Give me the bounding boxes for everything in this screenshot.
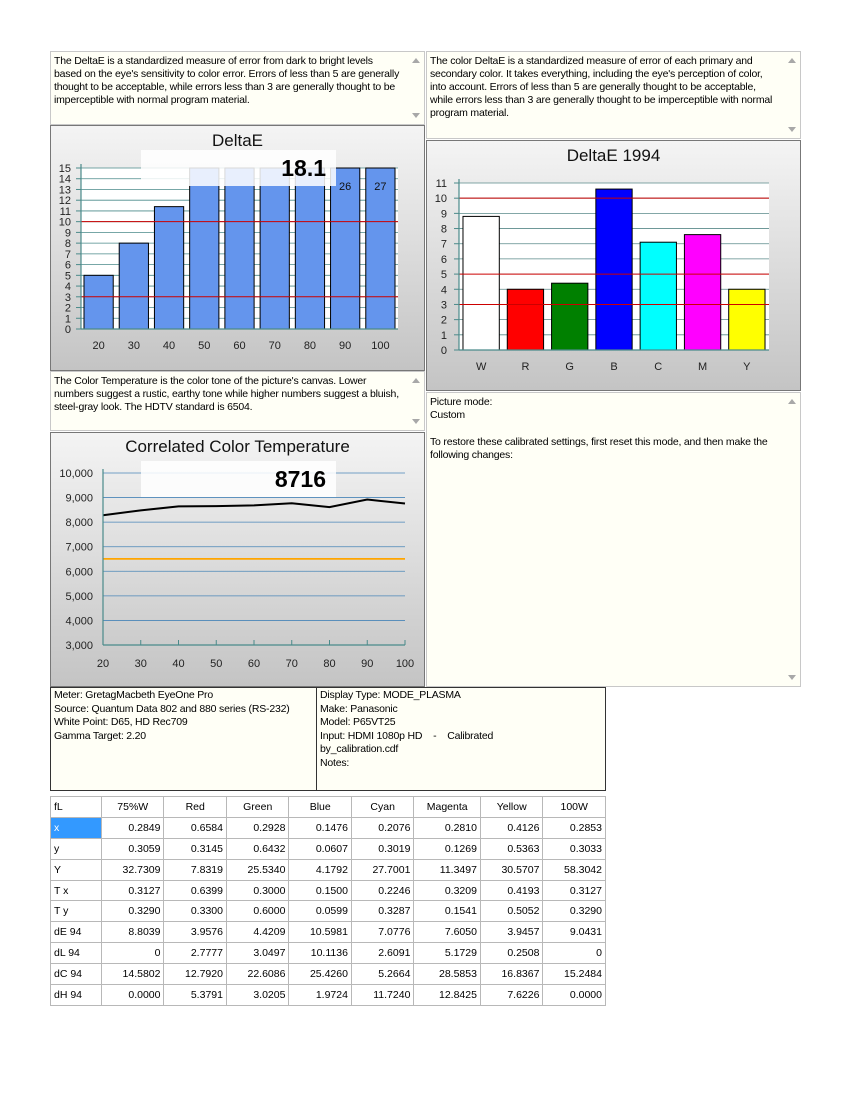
table-cell[interactable]: 0.3290 — [543, 901, 606, 922]
table-cell[interactable]: 0.2076 — [351, 817, 413, 838]
column-header[interactable]: Green — [226, 797, 288, 818]
table-cell[interactable]: 0.3209 — [414, 880, 481, 901]
column-header[interactable]: Yellow — [480, 797, 542, 818]
bar — [260, 168, 289, 329]
bar — [552, 283, 588, 350]
cct-description-box[interactable] — [50, 371, 425, 431]
table-cell[interactable]: 0.0000 — [543, 985, 606, 1006]
x-tick-label: W — [475, 361, 487, 373]
picture-mode-box[interactable] — [426, 392, 801, 687]
table-cell[interactable]: 0 — [102, 943, 164, 964]
table-cell[interactable]: 0 — [543, 943, 606, 964]
y-tick-label: 5 — [64, 270, 71, 283]
x-tick-label: 20 — [96, 658, 110, 670]
display-info-line: Model: P65VT25 — [320, 716, 396, 728]
x-tick-label: 30 — [134, 658, 147, 670]
picture-mode-label: Picture mode: — [430, 396, 493, 408]
scroll-down-arrow-icon[interactable] — [788, 127, 796, 132]
y-tick-label: 15 — [58, 163, 71, 175]
table-cell[interactable]: 3.0205 — [226, 985, 288, 1006]
table-cell[interactable]: 25.5340 — [226, 859, 288, 880]
table-cell[interactable]: 7.6050 — [414, 922, 481, 943]
table-cell[interactable]: 0.2853 — [543, 817, 606, 838]
y-tick-label: 1 — [64, 313, 71, 326]
table-cell[interactable]: 0.2849 — [102, 817, 164, 838]
deltae-average-value: 18.1 — [141, 150, 336, 186]
meter-info-box — [50, 687, 317, 791]
row-header[interactable]: Y — [51, 859, 102, 880]
y-tick-label: 8 — [440, 223, 447, 236]
y-tick-label: 3 — [64, 291, 71, 304]
table-cell[interactable]: 12.8425 — [414, 985, 481, 1006]
column-header[interactable]: Cyan — [351, 797, 413, 818]
display-info-line: Input: HDMI 1080p HD - Calibrated — [320, 729, 494, 742]
x-tick-label: 40 — [172, 658, 185, 670]
table-cell[interactable]: 28.5853 — [414, 964, 481, 985]
table-cell[interactable]: 7.6226 — [480, 985, 542, 1006]
table-cell[interactable]: 0.2928 — [226, 817, 288, 838]
y-tick-label: 6 — [64, 259, 71, 272]
table-cell[interactable]: 5.3791 — [164, 985, 226, 1006]
table-cell[interactable]: 0.3059 — [102, 838, 164, 859]
x-tick-label: 50 — [198, 340, 211, 352]
display-info-line: by_calibration.cdf — [320, 743, 399, 755]
cct-description-text: The Color Temperature is the color tone of the picture's canvas. Lower numbers suggest a rustic, earthy tone while higher numbers suggest a bluish, steel-gray look. The HDTV standard is 6504. — [54, 375, 399, 413]
table-cell[interactable]: 4.4209 — [226, 922, 288, 943]
chart-title: Correlated Color Temperature — [125, 437, 350, 456]
table-cell[interactable]: 10.1136 — [289, 943, 351, 964]
table-cell[interactable]: 16.8367 — [480, 964, 542, 985]
y-tick-label: 5 — [440, 269, 447, 282]
row-header[interactable]: dC 94 — [51, 964, 102, 985]
table-cell[interactable]: 0.0000 — [102, 985, 164, 1006]
table-cell[interactable]: 15.2484 — [543, 964, 606, 985]
table-cell[interactable]: 0.1500 — [289, 880, 351, 901]
x-tick-label: 80 — [303, 340, 317, 352]
table-cell[interactable]: 0.3287 — [351, 901, 413, 922]
meter-info-line: Source: Quantum Data 802 and 880 series (RS-232) — [54, 702, 290, 715]
table-cell[interactable]: 0.3019 — [351, 838, 413, 859]
table-cell[interactable]: 3.9576 — [164, 922, 226, 943]
scroll-down-arrow-icon[interactable] — [412, 419, 420, 424]
x-tick-label: 80 — [323, 658, 336, 670]
x-tick-label: 60 — [233, 340, 246, 352]
x-tick-label: 90 — [339, 340, 352, 352]
table-cell[interactable]: 0.4193 — [480, 880, 542, 901]
meter-info-line: Meter: GretagMacbeth EyeOne Pro — [54, 689, 213, 701]
table-row[interactable] — [51, 985, 606, 1006]
table-row[interactable] — [51, 838, 606, 859]
scroll-up-arrow-icon[interactable] — [788, 399, 796, 404]
y-tick-label: 11 — [59, 205, 71, 218]
y-tick-label: 6 — [440, 253, 447, 266]
restore-instructions: To restore these calibrated settings, first reset this mode, and then make the following changes: — [430, 436, 768, 461]
table-cell[interactable]: 0.2246 — [351, 880, 413, 901]
table-cell[interactable]: 25.4260 — [289, 964, 351, 985]
bar — [119, 243, 148, 329]
y-tick-label: 3,000 — [65, 640, 93, 652]
x-tick-label: 50 — [210, 658, 223, 670]
x-tick-label: 40 — [162, 340, 176, 352]
chart-title: DeltaE — [211, 131, 264, 150]
y-tick-label: 7 — [64, 248, 71, 261]
y-tick-label: 4 — [440, 284, 447, 297]
table-cell[interactable]: 0.1541 — [414, 901, 481, 922]
x-tick-label: 60 — [247, 658, 261, 670]
x-tick-label: 70 — [285, 658, 298, 670]
cct-average-value: 8716 — [141, 461, 336, 497]
table-cell[interactable]: 0.3000 — [226, 880, 288, 901]
y-tick-label: 10 — [434, 193, 447, 206]
table-cell[interactable]: 11.3497 — [414, 859, 481, 880]
column-header[interactable]: Blue — [289, 797, 351, 818]
deltae-description-box[interactable] — [50, 51, 425, 125]
deltae-description-text: The DeltaE is a standardized measure of error from dark to bright levels based on the eye's sensitivity to color error. Errors of less than 5 are generally thought to be acceptable, while errors less than 3 are generally thought to be imperceptible with normal program material. — [54, 55, 400, 106]
x-tick-label: M — [697, 361, 708, 373]
table-cell[interactable]: 30.5707 — [480, 859, 542, 880]
meter-info-line: Gamma Target: 2.20 — [54, 729, 146, 742]
table-cell[interactable]: 0.0599 — [289, 901, 351, 922]
table-cell[interactable]: 0.0607 — [289, 838, 351, 859]
x-tick-label: Y — [743, 361, 751, 373]
y-tick-label: 1 — [440, 329, 447, 342]
chart-title: DeltaE 1994 — [566, 146, 661, 165]
table-cell[interactable]: 11.7240 — [351, 985, 413, 1006]
table-cell[interactable]: 0.3300 — [164, 901, 226, 922]
table-row[interactable] — [51, 880, 606, 901]
display-info-line: Make: Panasonic — [320, 702, 398, 715]
x-tick-label: 100 — [371, 340, 390, 352]
table-cell[interactable]: 0.2508 — [480, 943, 542, 964]
table-cell[interactable]: 0.3033 — [543, 838, 606, 859]
table-cell[interactable]: 0.6432 — [226, 838, 288, 859]
table-cell[interactable]: 2.6091 — [351, 943, 413, 964]
color-deltae-description-box[interactable] — [426, 51, 801, 139]
meter-info-line: White Point: D65, HD Rec709 — [54, 716, 188, 728]
table-cell[interactable]: 0.3290 — [102, 901, 164, 922]
table-cell[interactable]: 10.5981 — [289, 922, 351, 943]
table-header-row — [51, 797, 606, 818]
y-tick-label: 4 — [64, 281, 71, 294]
y-tick-label: 7 — [440, 238, 447, 251]
bar — [729, 289, 765, 350]
y-tick-label: 7,000 — [65, 541, 93, 554]
y-tick-label: 5,000 — [65, 590, 93, 603]
deltae-chart — [50, 125, 425, 371]
bar — [295, 168, 324, 329]
y-tick-label: 4,000 — [65, 615, 93, 628]
row-header[interactable]: x — [51, 817, 102, 838]
bar — [190, 168, 219, 329]
table-cell[interactable]: 3.0497 — [226, 943, 288, 964]
table-cell[interactable]: 1.9724 — [289, 985, 351, 1006]
table-row[interactable] — [51, 922, 606, 943]
table-cell[interactable]: 0.1476 — [289, 817, 351, 838]
bar-value-label: 27 — [374, 181, 387, 193]
y-tick-label: 6,000 — [65, 566, 93, 579]
y-tick-label: 2 — [64, 302, 71, 315]
table-row[interactable] — [51, 901, 606, 922]
table-cell[interactable]: 7.8319 — [164, 859, 226, 880]
measurement-table[interactable] — [50, 796, 606, 1006]
display-info-line: Notes: — [320, 756, 350, 769]
column-header[interactable]: Magenta — [414, 797, 481, 818]
table-cell[interactable]: 0.5363 — [480, 838, 542, 859]
table-cell[interactable]: 27.7001 — [351, 859, 413, 880]
table-cell[interactable]: 0.1269 — [414, 838, 481, 859]
row-header[interactable]: T y — [51, 901, 102, 922]
x-tick-label: R — [521, 361, 530, 373]
table-cell[interactable]: 0.5052 — [480, 901, 542, 922]
table-cell[interactable]: 12.7920 — [164, 964, 226, 985]
y-tick-label: 3 — [440, 299, 447, 312]
y-tick-label: 14 — [58, 173, 71, 186]
y-tick-label: 10,000 — [59, 468, 93, 480]
row-header[interactable]: dL 94 — [51, 943, 102, 964]
table-cell[interactable]: 0.6399 — [164, 880, 226, 901]
deltae-1994-chart — [426, 140, 801, 391]
row-header[interactable]: T x — [51, 880, 102, 901]
x-tick-label: C — [654, 361, 663, 373]
x-tick-label: G — [565, 361, 574, 373]
y-tick-label: 9 — [440, 208, 447, 221]
row-header[interactable]: dH 94 — [51, 985, 102, 1006]
scroll-up-arrow-icon[interactable] — [788, 58, 796, 63]
column-header[interactable]: Red — [164, 797, 226, 818]
table-cell[interactable]: 14.5802 — [102, 964, 164, 985]
table-row[interactable] — [51, 943, 606, 964]
bar — [640, 242, 676, 350]
y-tick-label: 2 — [440, 314, 447, 327]
column-header[interactable]: 75%W — [102, 797, 164, 818]
y-tick-label: 10 — [58, 216, 71, 229]
table-row[interactable] — [51, 817, 606, 838]
table-cell[interactable]: 5.2664 — [351, 964, 413, 985]
x-tick-label: 100 — [395, 658, 415, 670]
y-tick-label: 13 — [58, 184, 71, 197]
column-header[interactable]: 100W — [543, 797, 606, 818]
y-tick-label: 8 — [64, 238, 71, 251]
scroll-up-arrow-icon[interactable] — [412, 378, 420, 383]
y-tick-label: 0 — [64, 324, 71, 336]
table-cell[interactable]: 4.1792 — [289, 859, 351, 880]
table-cell[interactable]: 58.3042 — [543, 859, 606, 880]
table-cell[interactable]: 5.1729 — [414, 943, 481, 964]
table-cell[interactable]: 0.3127 — [102, 880, 164, 901]
table-cell[interactable]: 22.6086 — [226, 964, 288, 985]
bar — [507, 289, 543, 350]
color-deltae-description-text: The color DeltaE is a standardized measure of error of each primary and secondary color. It takes everything, including the eye's perception of color, into account. Errors of less than 5 are generally thought to be acceptable, while errors less than 3 are generally thought to be imperceptible with normal program material. — [430, 55, 773, 119]
y-tick-label: 12 — [58, 195, 71, 208]
bar — [225, 168, 254, 329]
y-tick-label: 11 — [435, 178, 447, 190]
table-cell[interactable]: 8.8039 — [102, 922, 164, 943]
bar — [463, 216, 499, 350]
table-cell[interactable]: 2.7777 — [164, 943, 226, 964]
table-cell[interactable]: 0.3145 — [164, 838, 226, 859]
bar — [596, 189, 632, 350]
x-tick-label: B — [610, 361, 618, 373]
bar — [154, 207, 183, 329]
picture-mode-value: Custom — [430, 409, 465, 421]
table-corner-cell: fL — [51, 797, 102, 818]
cct-chart — [50, 432, 425, 687]
x-tick-label: 20 — [92, 340, 105, 352]
table-cell[interactable]: 0.3127 — [543, 880, 606, 901]
display-info-box — [316, 687, 606, 791]
x-tick-label: 90 — [361, 658, 374, 670]
table-cell[interactable]: 7.0776 — [351, 922, 413, 943]
y-tick-label: 0 — [440, 345, 447, 357]
x-tick-label: 70 — [268, 340, 281, 352]
deltae-1994-chart-plot — [427, 141, 802, 392]
row-header[interactable]: dE 94 — [51, 922, 102, 943]
table-cell[interactable]: 0.4126 — [480, 817, 542, 838]
table-cell[interactable]: 3.9457 — [480, 922, 542, 943]
table-cell[interactable]: 0.6000 — [226, 901, 288, 922]
table-row[interactable] — [51, 964, 606, 985]
bar-value-label: 26 — [339, 181, 352, 193]
table-cell[interactable]: 0.6584 — [164, 817, 226, 838]
y-tick-label: 8,000 — [65, 517, 93, 530]
bar — [684, 235, 720, 350]
table-row[interactable] — [51, 859, 606, 880]
y-tick-label: 9,000 — [65, 492, 93, 505]
display-info-line: Display Type: MODE_PLASMA — [320, 689, 461, 701]
table-cell[interactable]: 0.2810 — [414, 817, 481, 838]
table-cell[interactable]: 32.7309 — [102, 859, 164, 880]
y-tick-label: 9 — [64, 227, 71, 240]
scroll-up-arrow-icon[interactable] — [412, 58, 420, 63]
table-cell[interactable]: 9.0431 — [543, 922, 606, 943]
x-tick-label: 30 — [127, 340, 140, 352]
bar — [84, 275, 113, 329]
scroll-down-arrow-icon[interactable] — [788, 675, 796, 680]
scroll-down-arrow-icon[interactable] — [412, 113, 420, 118]
measured-cct-line — [103, 500, 405, 516]
row-header[interactable]: y — [51, 838, 102, 859]
